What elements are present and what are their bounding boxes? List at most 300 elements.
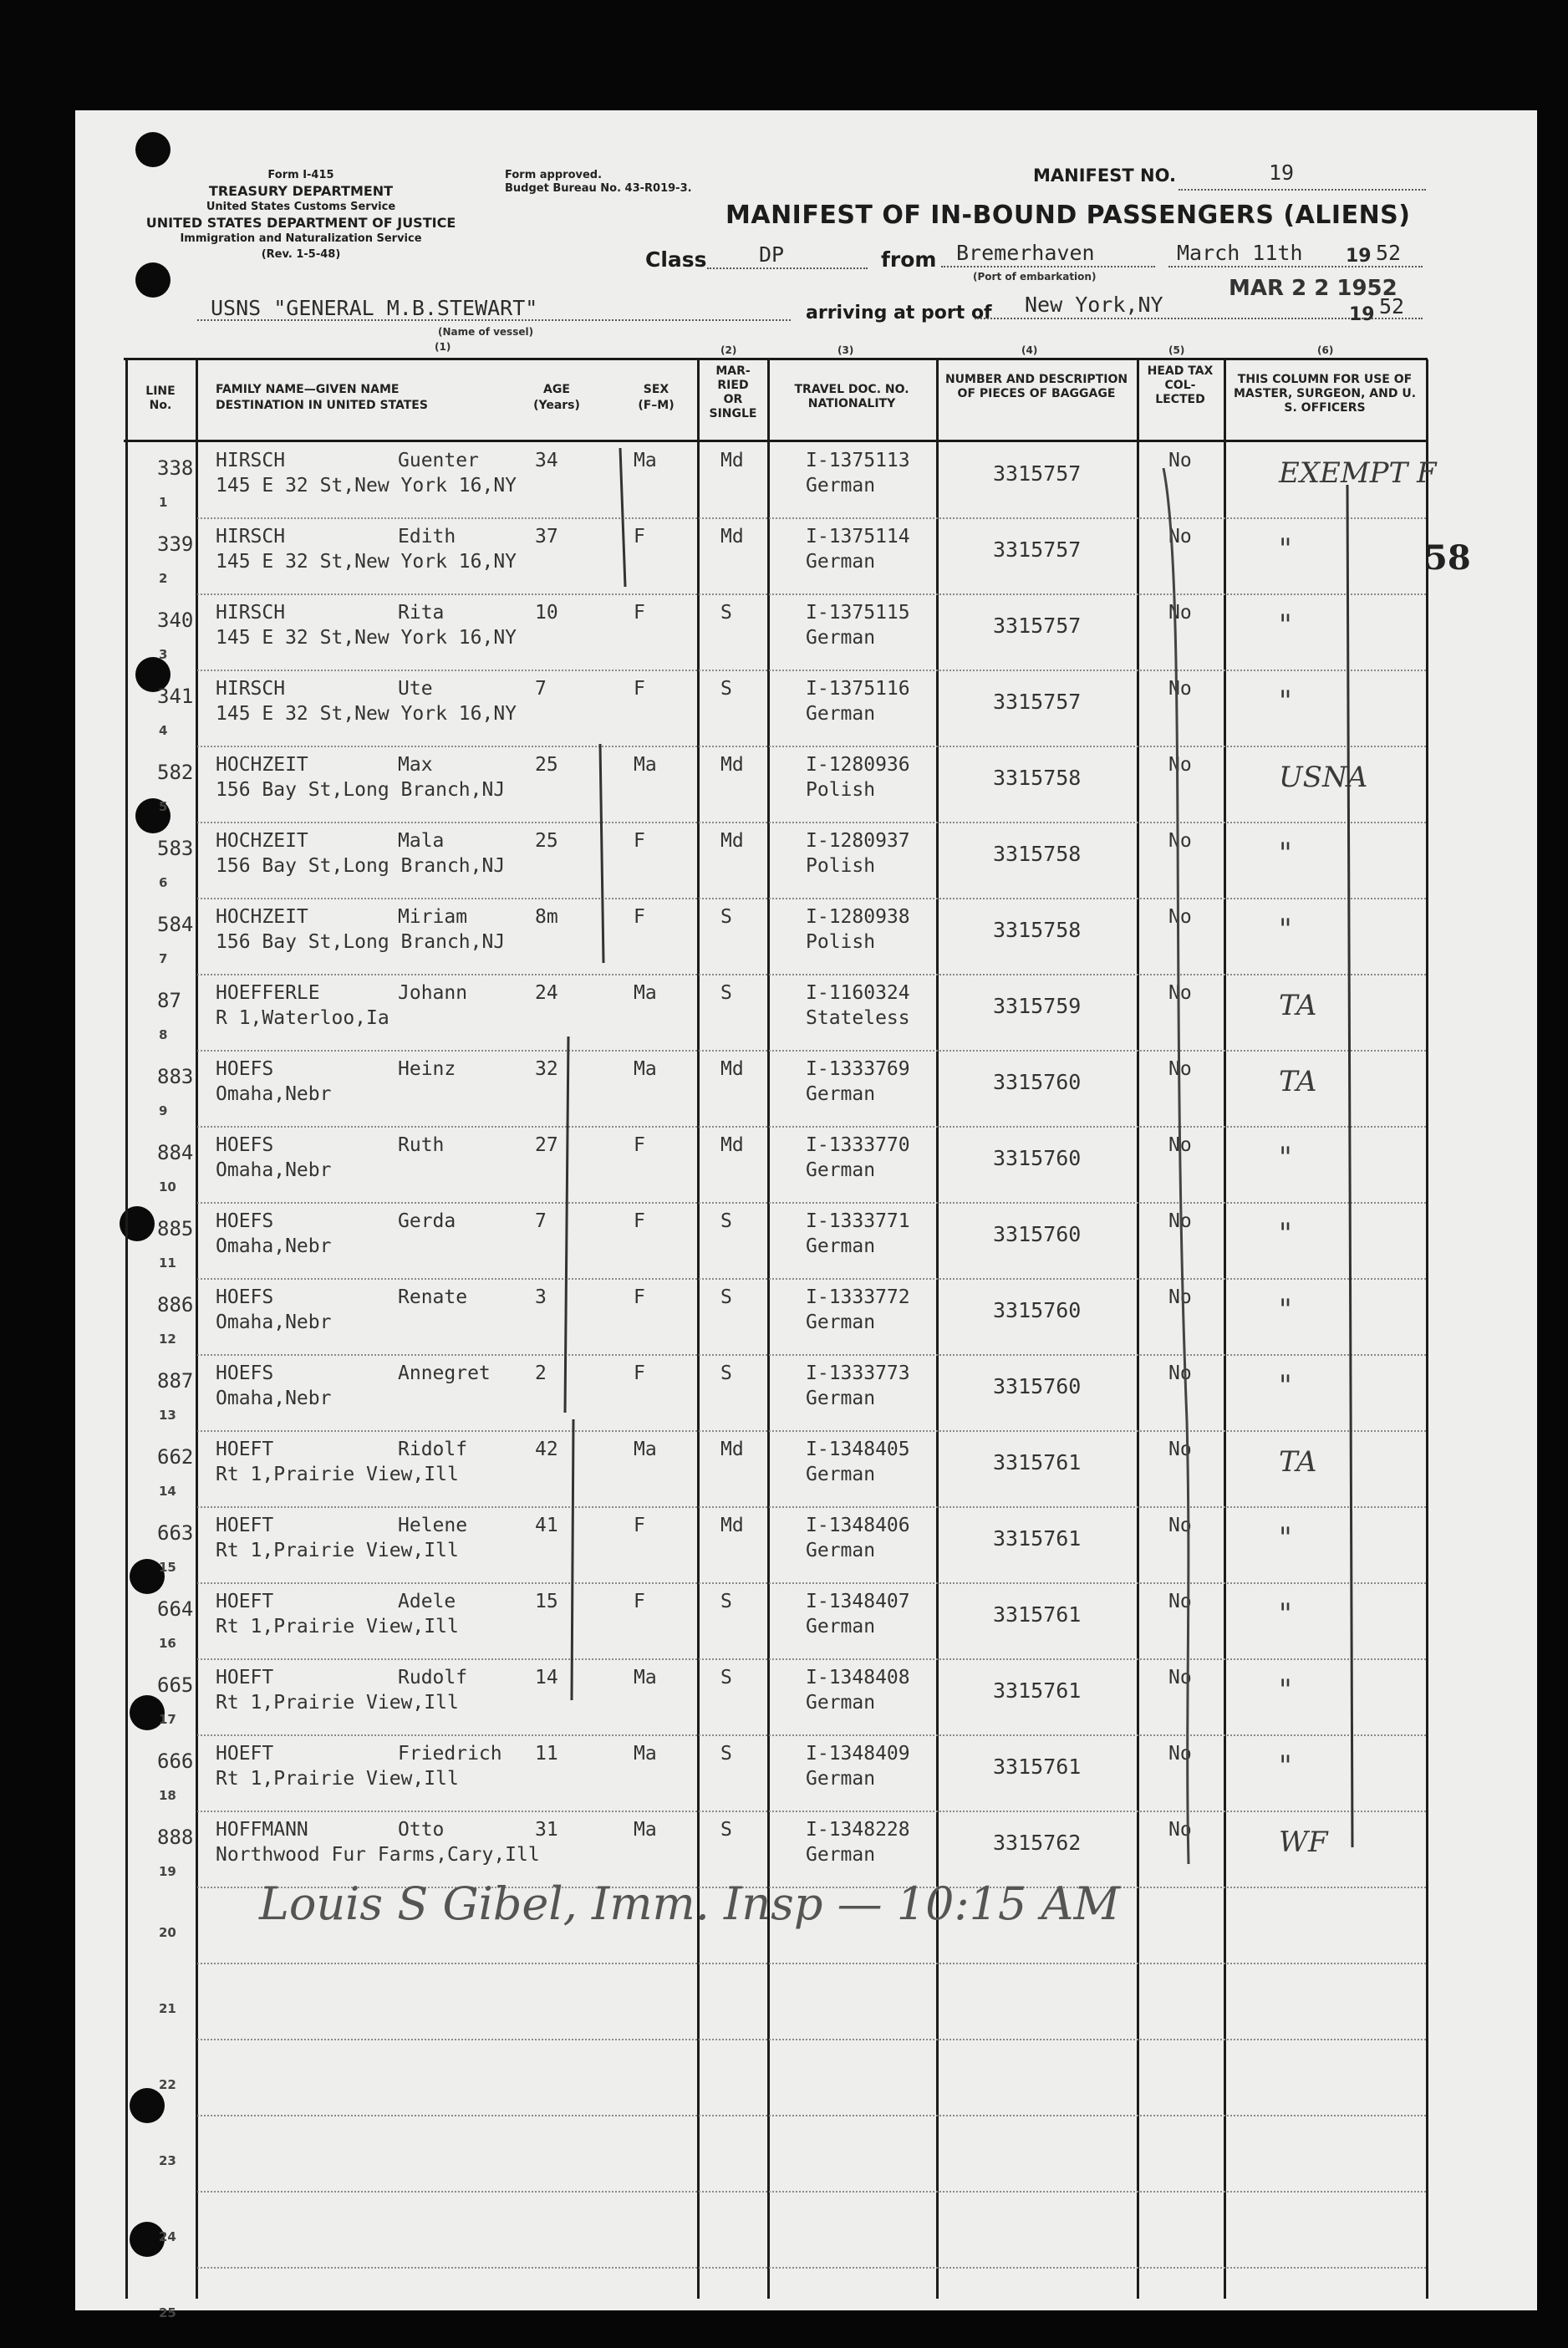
printed-line-number: 1	[159, 495, 168, 510]
age: 34	[535, 450, 558, 471]
header-age: AGE	[543, 383, 570, 396]
column-divider	[767, 359, 770, 2299]
line-number: 87	[157, 989, 181, 1012]
sex: F	[634, 1286, 645, 1308]
baggage-number: 3315760	[993, 1298, 1082, 1322]
printed-line-number: 12	[159, 1332, 176, 1347]
marital-status: Md	[720, 1134, 744, 1156]
age: 15	[535, 1591, 558, 1612]
officer-note: TA	[1279, 1445, 1317, 1479]
line-number: 582	[157, 761, 194, 784]
family-name: HOFFMANN	[216, 1819, 308, 1841]
age: 7	[535, 1210, 547, 1232]
arriving-label: arriving at port of	[806, 303, 992, 323]
age: 11	[535, 1743, 558, 1765]
ins-service: Immigration and Naturalization Service	[180, 232, 422, 245]
sex: Ma	[634, 1743, 657, 1765]
travel-doc-number: I-1348405	[806, 1439, 910, 1460]
head-tax: No	[1168, 1743, 1192, 1765]
printed-line-number: 10	[159, 1179, 176, 1194]
age: 37	[535, 526, 558, 548]
line-number: 664	[157, 1597, 194, 1621]
marital-status: Md	[720, 1439, 744, 1460]
baggage-number: 3315757	[993, 614, 1082, 638]
family-name: HIRSCH	[216, 526, 286, 548]
officer-note: "	[1279, 1369, 1292, 1403]
row-divider	[197, 1354, 1426, 1356]
officer-note: "	[1279, 685, 1292, 718]
given-name: Otto	[398, 1819, 445, 1841]
embarkation-caption: (Port of embarkation)	[973, 271, 1097, 283]
head-tax: No	[1168, 1591, 1192, 1612]
header-travel-doc: TRAVEL DOC. NO. NATIONALITY	[794, 383, 909, 410]
given-name: Adele	[398, 1591, 456, 1612]
sex: F	[634, 1210, 645, 1232]
head-tax: No	[1168, 1362, 1192, 1384]
destination: Omaha,Nebr	[216, 1388, 332, 1409]
printed-line-number: 13	[159, 1408, 176, 1423]
marital-status: S	[720, 602, 732, 624]
line-number: 340	[157, 609, 194, 632]
form-identification	[117, 167, 485, 262]
sex: F	[634, 678, 645, 700]
department-justice: UNITED STATES DEPARTMENT OF JUSTICE	[145, 215, 456, 231]
travel-doc-number: I-1375114	[806, 526, 910, 548]
given-name: Friedrich	[398, 1743, 502, 1765]
row-divider	[197, 670, 1426, 671]
marital-status: S	[720, 1667, 732, 1688]
printed-line-number: 14	[159, 1484, 176, 1499]
arrival-year-prefix: 19	[1349, 304, 1375, 325]
sex: Ma	[634, 1667, 657, 1688]
sex: F	[634, 526, 645, 548]
printed-line-number: 8	[159, 1027, 168, 1042]
officer-note: "	[1279, 1141, 1292, 1174]
age: 42	[535, 1439, 558, 1460]
printed-line-number: 21	[159, 2001, 176, 2016]
row-divider	[197, 2267, 1426, 2269]
age: 24	[535, 982, 558, 1004]
head-tax: No	[1168, 1134, 1192, 1156]
baggage-number: 3315761	[993, 1678, 1082, 1703]
sex: Ma	[634, 1058, 657, 1080]
nationality: German	[806, 475, 876, 497]
age: 2	[535, 1362, 547, 1384]
age: 25	[535, 830, 558, 852]
family-name: HOEFFERLE	[216, 982, 320, 1004]
head-tax: No	[1168, 1058, 1192, 1080]
header-age-sub: (Years)	[533, 399, 580, 412]
row-divider	[197, 2039, 1426, 2040]
destination: 145 E 32 St,New York 16,NY	[216, 703, 517, 725]
budget-bureau-number: Budget Bureau No. 43-R019-3.	[505, 182, 692, 195]
family-name: HOEFT	[216, 1667, 274, 1688]
officer-note: "	[1279, 1597, 1292, 1631]
line-number: 883	[157, 1065, 194, 1088]
officer-note: "	[1279, 837, 1292, 870]
age: 25	[535, 754, 558, 776]
given-name: Ruth	[398, 1134, 445, 1156]
given-name: Johann	[398, 982, 468, 1004]
from-label: from	[881, 247, 937, 272]
nationality: German	[806, 1388, 876, 1409]
row-divider	[197, 1506, 1426, 1508]
destination: Omaha,Nebr	[216, 1159, 332, 1181]
destination: Rt 1,Prairie View,Ill	[216, 1692, 459, 1714]
travel-doc-number: I-1160324	[806, 982, 910, 1004]
travel-doc-number: I-1333773	[806, 1362, 910, 1384]
sex: F	[634, 602, 645, 624]
nationality: German	[806, 1540, 876, 1561]
manifest-title: MANIFEST OF IN-BOUND PASSENGERS (ALIENS)	[725, 201, 1411, 230]
officer-note: "	[1279, 1673, 1292, 1707]
header-head-tax: HEAD TAX COL- LECTED	[1147, 364, 1214, 406]
sex: F	[634, 906, 645, 928]
destination: 145 E 32 St,New York 16,NY	[216, 627, 517, 649]
baggage-number: 3315757	[993, 461, 1082, 486]
destination: Omaha,Nebr	[216, 1083, 332, 1105]
vessel-line	[197, 319, 791, 321]
column-divider	[196, 359, 198, 2299]
travel-doc-number: I-1280936	[806, 754, 910, 776]
age: 3	[535, 1286, 547, 1308]
manifest-no-label: MANIFEST NO.	[1033, 166, 1176, 186]
baggage-number: 3315758	[993, 842, 1082, 866]
sex: Ma	[634, 754, 657, 776]
vessel-caption: (Name of vessel)	[438, 326, 534, 338]
column-number-6: (6)	[1317, 344, 1334, 356]
age: 8m	[535, 906, 558, 928]
age: 14	[535, 1667, 558, 1688]
family-name: HOEFS	[216, 1134, 274, 1156]
baggage-number: 3315760	[993, 1146, 1082, 1170]
family-name: HOCHZEIT	[216, 754, 308, 776]
head-tax: No	[1168, 830, 1192, 852]
column-divider	[1137, 359, 1139, 2299]
head-tax: No	[1168, 1439, 1192, 1460]
destination: Rt 1,Prairie View,Ill	[216, 1616, 459, 1637]
class-label: Class	[645, 247, 707, 272]
travel-doc-number: I-1333769	[806, 1058, 910, 1080]
printed-line-number: 17	[159, 1712, 176, 1727]
table-top-rule	[124, 358, 1428, 360]
nationality: Polish	[806, 855, 876, 877]
row-divider	[197, 1202, 1426, 1204]
given-name: Rudolf	[398, 1667, 468, 1688]
travel-doc-number: I-1348228	[806, 1819, 910, 1841]
table-right-border	[1426, 359, 1428, 2299]
marital-status: S	[720, 1210, 732, 1232]
row-divider	[197, 1963, 1426, 1964]
officer-note: "	[1279, 1293, 1292, 1327]
destination: 145 E 32 St,New York 16,NY	[216, 475, 517, 497]
marital-status: S	[720, 1743, 732, 1765]
printed-line-number: 6	[159, 875, 168, 890]
baggage-number: 3315759	[993, 994, 1082, 1018]
marital-status: S	[720, 906, 732, 928]
departure-year: 52	[1376, 241, 1402, 265]
row-divider	[197, 974, 1426, 975]
family-name: HOEFT	[216, 1743, 274, 1765]
marital-status: Md	[720, 450, 744, 471]
given-name: Edith	[398, 526, 456, 548]
nationality: German	[806, 551, 876, 573]
arrival-date-stamp: MAR 2 2 1952	[1229, 276, 1397, 301]
baggage-number: 3315760	[993, 1070, 1082, 1094]
given-name: Miriam	[398, 906, 468, 928]
nationality: Polish	[806, 779, 876, 801]
sex: F	[634, 1134, 645, 1156]
class-line	[707, 267, 868, 269]
printed-line-number: 16	[159, 1636, 176, 1651]
row-divider	[197, 1658, 1426, 1660]
header-name: FAMILY NAME—GIVEN NAME	[216, 383, 400, 396]
baggage-number: 3315758	[993, 766, 1082, 790]
column-divider	[697, 359, 700, 2299]
row-divider	[197, 1734, 1426, 1736]
row-divider	[197, 898, 1426, 899]
header-destination: DESTINATION IN UNITED STATES	[216, 399, 428, 412]
form-approval	[505, 169, 756, 196]
row-divider	[197, 822, 1426, 823]
officer-note: TA	[1279, 989, 1317, 1022]
travel-doc-number: I-1333772	[806, 1286, 910, 1308]
revision-date: (Rev. 1-5-48)	[261, 248, 341, 261]
nationality: German	[806, 1692, 876, 1714]
given-name: Renate	[398, 1286, 468, 1308]
marital-status: S	[720, 982, 732, 1004]
form-number: Form I-415	[267, 169, 334, 181]
family-name: HOEFS	[216, 1210, 274, 1232]
form-approved-text: Form approved.	[505, 169, 603, 181]
travel-doc-number: I-1348406	[806, 1515, 910, 1536]
travel-doc-number: I-1348408	[806, 1667, 910, 1688]
vessel-name: USNS "GENERAL M.B.STEWART"	[211, 296, 538, 320]
line-number: 887	[157, 1369, 194, 1393]
column-number-4: (4)	[1021, 344, 1038, 356]
vessel-column-number: (1)	[435, 341, 451, 353]
officer-note: USNA	[1279, 761, 1368, 794]
age: 31	[535, 1819, 558, 1841]
row-divider	[197, 517, 1426, 519]
officer-note: "	[1279, 1217, 1292, 1250]
age: 7	[535, 678, 547, 700]
family-name: HIRSCH	[216, 450, 286, 471]
line-number: 338	[157, 456, 194, 480]
nationality: German	[806, 703, 876, 725]
printed-line-number: 3	[159, 647, 168, 662]
officer-note: EXEMPT F	[1279, 456, 1437, 490]
nationality: German	[806, 627, 876, 649]
inspector-signature: Louis S Gibel, Imm. Insp — 10:15 AM	[259, 1877, 1120, 1930]
marital-status: S	[720, 678, 732, 700]
given-name: Annegret	[398, 1362, 491, 1384]
nationality: Polish	[806, 931, 876, 953]
port-of-embarkation: Bremerhaven	[956, 241, 1095, 265]
embarkation-line	[941, 266, 1155, 267]
customs-service: United States Customs Service	[206, 201, 396, 213]
sex: Ma	[634, 450, 657, 471]
head-tax: No	[1168, 1819, 1192, 1841]
family-name: HOEFS	[216, 1362, 274, 1384]
printed-line-number: 11	[159, 1255, 176, 1271]
family-name: HOEFT	[216, 1515, 274, 1536]
line-number: 886	[157, 1293, 194, 1317]
baggage-number: 3315761	[993, 1526, 1082, 1551]
sex: Ma	[634, 982, 657, 1004]
travel-doc-number: I-1280937	[806, 830, 910, 852]
line-number: 663	[157, 1521, 194, 1545]
row-divider	[197, 1811, 1426, 1812]
table-left-border	[125, 359, 128, 2299]
arrival-port: New York,NY	[1025, 293, 1163, 317]
nationality: German	[806, 1844, 876, 1866]
family-name: HOCHZEIT	[216, 906, 308, 928]
baggage-number: 3315761	[993, 1755, 1082, 1779]
manifest-no-value: 19	[1269, 160, 1295, 185]
row-divider	[197, 1582, 1426, 1584]
head-tax: No	[1168, 678, 1192, 700]
line-number: 888	[157, 1826, 194, 1849]
margin-page-number: 58	[1424, 538, 1471, 578]
destination: 156 Bay St,Long Branch,NJ	[216, 779, 506, 801]
marital-status: Md	[720, 754, 744, 776]
officer-note: "	[1279, 609, 1292, 642]
row-divider	[197, 593, 1426, 595]
family-name: HIRSCH	[216, 602, 286, 624]
printed-line-number: 15	[159, 1560, 176, 1575]
head-tax: No	[1168, 754, 1192, 776]
nationality: German	[806, 1768, 876, 1790]
column-divider	[936, 359, 939, 2299]
family-name: HOCHZEIT	[216, 830, 308, 852]
sex: F	[634, 830, 645, 852]
sex: F	[634, 1591, 645, 1612]
sex: Ma	[634, 1819, 657, 1841]
punch-hole	[130, 2088, 165, 2123]
head-tax: No	[1168, 1515, 1192, 1536]
printed-line-number: 4	[159, 723, 168, 738]
given-name: Guenter	[398, 450, 479, 471]
head-tax: No	[1168, 1667, 1192, 1688]
family-name: HOEFS	[216, 1058, 274, 1080]
header-baggage: NUMBER AND DESCRIPTION OF PIECES OF BAGGAGE	[944, 373, 1128, 400]
column-number-3: (3)	[837, 344, 854, 356]
head-tax: No	[1168, 1286, 1192, 1308]
printed-line-number: 23	[159, 2153, 176, 2168]
given-name: Rita	[398, 602, 445, 624]
marital-status: Md	[720, 830, 744, 852]
printed-line-number: 18	[159, 1788, 176, 1803]
line-number: 339	[157, 532, 194, 556]
printed-line-number: 2	[159, 571, 168, 586]
marital-status: S	[720, 1819, 732, 1841]
destination: Rt 1,Prairie View,Ill	[216, 1540, 459, 1561]
department-treasury: TREASURY DEPARTMENT	[208, 183, 394, 199]
header-officers-use: THIS COLUMN FOR USE OF MASTER, SURGEON, AND U. S. OFFICERS	[1233, 373, 1417, 415]
destination: Northwood Fur Farms,Cary,Ill	[216, 1844, 540, 1866]
head-tax: No	[1168, 450, 1192, 471]
marital-status: Md	[720, 1058, 744, 1080]
printed-line-number: 5	[159, 799, 168, 814]
departure-date-line	[1168, 266, 1423, 267]
age: 10	[535, 602, 558, 624]
travel-doc-number: I-1348407	[806, 1591, 910, 1612]
officer-note: TA	[1279, 1065, 1317, 1098]
line-number: 666	[157, 1750, 194, 1773]
line-number: 341	[157, 685, 194, 708]
row-divider	[197, 1430, 1426, 1432]
table-header-rule	[124, 440, 1428, 442]
family-name: HIRSCH	[216, 678, 286, 700]
line-number: 662	[157, 1445, 194, 1469]
column-divider	[1224, 359, 1226, 2299]
given-name: Ute	[398, 678, 433, 700]
nationality: German	[806, 1083, 876, 1105]
head-tax: No	[1168, 982, 1192, 1004]
destination: 145 E 32 St,New York 16,NY	[216, 551, 517, 573]
line-number: 885	[157, 1217, 194, 1240]
family-name: HOEFT	[216, 1591, 274, 1612]
officer-note: "	[1279, 1521, 1292, 1555]
departure-year-prefix: 19	[1346, 246, 1372, 267]
header-sex: SEX	[643, 383, 669, 396]
family-name: HOEFS	[216, 1286, 274, 1308]
baggage-number: 3315761	[993, 1602, 1082, 1627]
travel-doc-number: I-1375115	[806, 602, 910, 624]
officer-note: "	[1279, 532, 1292, 566]
departure-date: March 11th	[1177, 241, 1303, 265]
marital-status: S	[720, 1591, 732, 1612]
officer-note: "	[1279, 1750, 1292, 1783]
marital-status: Md	[720, 1515, 744, 1536]
nationality: German	[806, 1235, 876, 1257]
destination: Omaha,Nebr	[216, 1235, 332, 1257]
column-number-5: (5)	[1168, 344, 1185, 356]
sex: Ma	[634, 1439, 657, 1460]
line-number: 665	[157, 1673, 194, 1697]
sex: F	[634, 1515, 645, 1536]
punch-hole	[135, 132, 171, 167]
given-name: Heinz	[398, 1058, 456, 1080]
given-name: Ridolf	[398, 1439, 468, 1460]
destination: R 1,Waterloo,Ia	[216, 1007, 389, 1029]
sex: F	[634, 1362, 645, 1384]
printed-line-number: 7	[159, 951, 168, 966]
printed-line-number: 24	[159, 2229, 176, 2244]
age: 32	[535, 1058, 558, 1080]
column-number-2: (2)	[720, 344, 737, 356]
class-value: DP	[759, 242, 785, 267]
travel-doc-number: I-1375116	[806, 678, 910, 700]
row-divider	[197, 746, 1426, 747]
destination: Rt 1,Prairie View,Ill	[216, 1768, 459, 1790]
line-number: 884	[157, 1141, 194, 1164]
head-tax: No	[1168, 906, 1192, 928]
header-married-single: MAR- RIED OR SINGLE	[709, 364, 757, 420]
officer-note: WF	[1279, 1826, 1328, 1859]
row-divider	[197, 1050, 1426, 1052]
officer-note: "	[1279, 913, 1292, 946]
row-divider	[197, 2115, 1426, 2116]
travel-doc-number: I-1333771	[806, 1210, 910, 1232]
header-line-no: LINE No.	[145, 385, 176, 412]
baggage-number: 3315761	[993, 1450, 1082, 1475]
nationality: Stateless	[806, 1007, 910, 1029]
manifest-no-line	[1179, 189, 1426, 191]
printed-line-number: 22	[159, 2077, 176, 2092]
marital-status: S	[720, 1286, 732, 1308]
